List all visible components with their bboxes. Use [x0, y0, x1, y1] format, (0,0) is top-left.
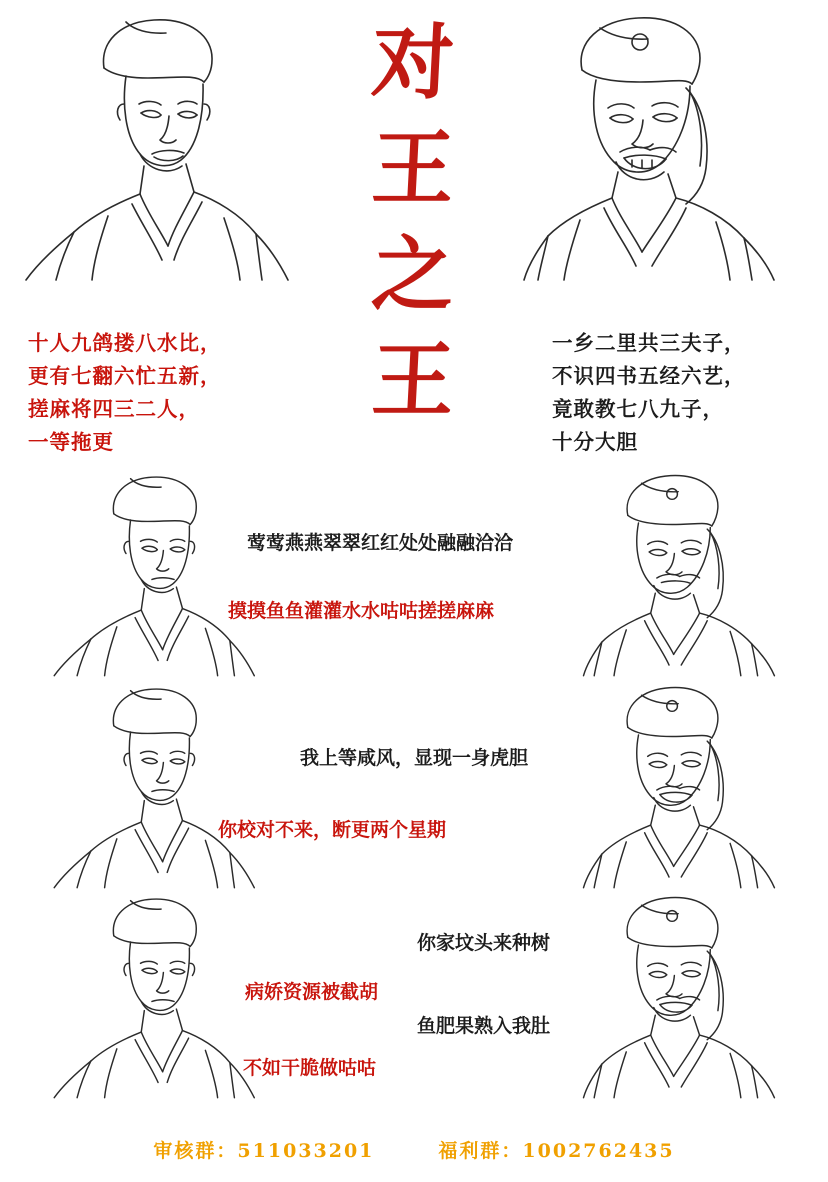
official-portrait-row4-right	[570, 890, 820, 1100]
verse-line: 不如干脆做咕咕	[243, 1057, 377, 1079]
verse-line: 十人九鸽搂八水比，	[28, 331, 222, 355]
verse-row3-dark	[300, 743, 528, 770]
official-portrait-row1-right	[520, 8, 820, 283]
verse-row3-red	[218, 815, 446, 842]
verse-row2-red	[228, 596, 494, 623]
verse-line: 一乡二里共三夫子，	[552, 331, 746, 355]
verse-line: 竟敢教七八九子，	[552, 397, 724, 421]
title-char-1: 对	[369, 15, 459, 111]
scholar-portrait-row3-left	[30, 680, 280, 890]
verse-line: 你家坟头来种树	[417, 932, 551, 954]
official-portrait-row3-right	[570, 680, 820, 890]
verse-row4-dark-2	[417, 1011, 550, 1038]
footer-group-1-label: 审核群：	[153, 1140, 238, 1162]
verse-line: 搓麻将四三二人，	[28, 397, 200, 421]
title-char-3: 之	[369, 227, 459, 323]
footer-group-2-number: 1002762435	[522, 1140, 675, 1162]
verse-line: 摸摸鱼鱼灌灌水水咕咕搓搓麻麻	[228, 600, 495, 622]
poster-title	[330, 10, 498, 434]
verse-row4-dark-1	[417, 928, 550, 955]
verse-row4-red-1	[245, 977, 378, 1004]
verse-line: 一等拖更	[28, 430, 114, 454]
footer-group-1-number: 511033201	[237, 1140, 375, 1162]
verse-line: 十分大胆	[552, 430, 638, 454]
verse-line: 你校对不来，断更两个星期	[218, 819, 447, 841]
verse-row2-dark	[247, 528, 513, 555]
scholar-portrait-row2-left	[30, 468, 280, 678]
footer-group-1	[153, 1136, 374, 1163]
title-char-4: 王	[369, 333, 459, 429]
verse-line: 我上等咸风，显现一身虎胆	[300, 747, 529, 769]
verse-line: 病娇资源被截胡	[245, 981, 379, 1003]
verse-row1-left	[28, 327, 222, 459]
footer-group-2	[438, 1136, 674, 1163]
verse-line: 莺莺燕燕翠翠红红处处融融洽洽	[247, 532, 514, 554]
verse-row1-right	[552, 327, 746, 459]
title-char-2: 王	[369, 121, 459, 217]
verse-line: 更有七翻六忙五新，	[28, 364, 222, 388]
official-portrait-row2-right	[570, 468, 820, 678]
footer-contact-bar	[0, 1136, 828, 1163]
verse-line: 不识四书五经六艺，	[552, 364, 746, 388]
footer-group-2-label: 福利群：	[438, 1140, 523, 1162]
verse-row4-red-2	[243, 1053, 376, 1080]
scholar-portrait-row1-left	[8, 8, 308, 283]
verse-line: 鱼肥果熟入我肚	[417, 1015, 551, 1037]
